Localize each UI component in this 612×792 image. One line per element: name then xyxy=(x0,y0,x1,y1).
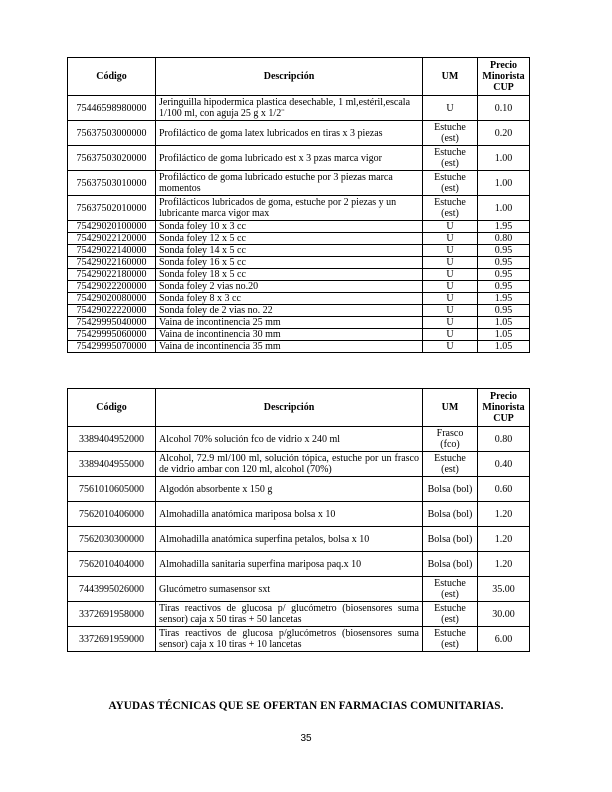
item-code: 7443995026000 xyxy=(68,577,156,602)
item-code: 75446598980000 xyxy=(68,96,156,121)
item-price: 1.00 xyxy=(478,196,530,221)
header-price-line1: Precio xyxy=(489,60,518,71)
table-row xyxy=(68,317,530,329)
item-unit: Frasco (fco) xyxy=(423,427,478,452)
header-price-line1: Precio xyxy=(489,391,518,402)
item-description: Vaina de incontinencia 30 mm xyxy=(156,329,423,341)
table-row xyxy=(68,602,530,627)
table-row xyxy=(68,427,530,452)
item-code: 3389404952000 xyxy=(68,427,156,452)
item-unit: U xyxy=(423,269,478,281)
item-unit: U xyxy=(423,317,478,329)
table-row xyxy=(68,146,530,171)
item-code: 75429022200000 xyxy=(68,281,156,293)
item-description: Algodón absorbente x 150 g xyxy=(156,477,423,502)
item-price: 0.95 xyxy=(478,305,530,317)
table-row xyxy=(68,221,530,233)
item-price: 1.05 xyxy=(478,341,530,353)
item-description: Sonda foley 16 x 5 cc xyxy=(156,257,423,269)
item-code: 75429020100000 xyxy=(68,221,156,233)
header-code: Código xyxy=(68,58,156,96)
item-description: Vaina de incontinencia 25 mm xyxy=(156,317,423,329)
table-row xyxy=(68,257,530,269)
item-price: 1.00 xyxy=(478,146,530,171)
item-code: 75637502010000 xyxy=(68,196,156,221)
item-description: Almohadilla anatómica mariposa bolsa x 10 xyxy=(156,502,423,527)
item-unit: Estuche (est) xyxy=(423,577,478,602)
section-title: AYUDAS TÉCNICAS QUE SE OFERTAN EN FARMACIAS COMUNITARIAS. xyxy=(108,700,504,712)
table-row xyxy=(68,233,530,245)
item-code: 3389404955000 xyxy=(68,452,156,477)
item-description: Alcohol, 72.9 ml/100 ml, solución tópica, estuche por un frasco de vidrio ambar con 120 ml, alcohol (70%) xyxy=(156,452,423,477)
item-price: 1.95 xyxy=(478,293,530,305)
item-price: 0.80 xyxy=(478,427,530,452)
item-unit: Bolsa (bol) xyxy=(423,502,478,527)
item-unit: Estuche (est) xyxy=(423,627,478,652)
item-code: 75429022120000 xyxy=(68,233,156,245)
item-description: Profiláctico de goma lubricado est x 3 pzas marca vigor xyxy=(156,146,423,171)
table-row xyxy=(68,329,530,341)
header-description: Descripción xyxy=(156,389,423,427)
item-unit: U xyxy=(423,257,478,269)
table-header-row xyxy=(68,389,530,427)
header-um: UM xyxy=(423,389,478,427)
item-description: Sonda foley 12 x 5 cc xyxy=(156,233,423,245)
item-price: 0.10 xyxy=(478,96,530,121)
item-description: Sonda foley 18 x 5 cc xyxy=(156,269,423,281)
item-code: 75429995060000 xyxy=(68,329,156,341)
item-description: Vaina de incontinencia 35 mm xyxy=(156,341,423,353)
item-description: Profiláctico de goma lubricado estuche por 3 piezas marca momentos xyxy=(156,171,423,196)
item-description: Sonda foley 2 vias no.20 xyxy=(156,281,423,293)
item-unit: Estuche (est) xyxy=(423,171,478,196)
header-price xyxy=(478,58,530,96)
item-code: 75637503020000 xyxy=(68,146,156,171)
item-code: 3372691958000 xyxy=(68,602,156,627)
table-row xyxy=(68,627,530,652)
table-row xyxy=(68,196,530,221)
table-row xyxy=(68,477,530,502)
item-code: 75429022220000 xyxy=(68,305,156,317)
item-price: 0.80 xyxy=(478,233,530,245)
price-table-1 xyxy=(67,57,530,353)
table-row xyxy=(68,121,530,146)
table-row xyxy=(68,577,530,602)
header-description: Descripción xyxy=(156,58,423,96)
item-description: Tiras reactivos de glucosa p/ glucómetro (biosensores suma sensor) caja x 50 tiras + 50 lancetas xyxy=(156,602,423,627)
table-row xyxy=(68,527,530,552)
table-row xyxy=(68,171,530,196)
item-unit: Bolsa (bol) xyxy=(423,477,478,502)
item-unit: U xyxy=(423,245,478,257)
item-code: 3372691959000 xyxy=(68,627,156,652)
table-row xyxy=(68,305,530,317)
item-unit: Estuche (est) xyxy=(423,602,478,627)
table-row xyxy=(68,552,530,577)
item-unit: U xyxy=(423,221,478,233)
item-code: 7561010605000 xyxy=(68,477,156,502)
item-unit: Estuche (est) xyxy=(423,196,478,221)
item-price: 0.40 xyxy=(478,452,530,477)
table-row xyxy=(68,502,530,527)
header-price-line2: Minorista xyxy=(482,71,525,82)
item-price: 0.95 xyxy=(478,269,530,281)
price-table-2 xyxy=(67,388,530,652)
item-unit: U xyxy=(423,281,478,293)
header-um: UM xyxy=(423,58,478,96)
item-price: 1.00 xyxy=(478,171,530,196)
item-price: 1.20 xyxy=(478,502,530,527)
header-price-line2: Minorista xyxy=(482,402,525,413)
header-price-line3: CUP xyxy=(493,413,514,424)
table-row xyxy=(68,452,530,477)
item-price: 1.05 xyxy=(478,317,530,329)
item-description: Tiras reactivos de glucosa p/glucómetros (biosensores suma sensor) caja x 10 tiras + 10 lancetas xyxy=(156,627,423,652)
item-description: Almohadilla anatómica superfina petalos, bolsa x 10 xyxy=(156,527,423,552)
item-description: Sonda foley 14 x 5 cc xyxy=(156,245,423,257)
table-row xyxy=(68,341,530,353)
item-code: 75637503010000 xyxy=(68,171,156,196)
item-code: 75429022160000 xyxy=(68,257,156,269)
item-description: Sonda foley 8 x 3 cc xyxy=(156,293,423,305)
item-price: 0.95 xyxy=(478,257,530,269)
item-description: Sonda foley 10 x 3 cc xyxy=(156,221,423,233)
table-row xyxy=(68,293,530,305)
table-row xyxy=(68,96,530,121)
item-description: Sonda foley de 2 vias no. 22 xyxy=(156,305,423,317)
item-code: 75429022180000 xyxy=(68,269,156,281)
item-code: 75429995070000 xyxy=(68,341,156,353)
item-price: 6.00 xyxy=(478,627,530,652)
item-description: Almohadilla sanitaria superfina mariposa paq.x 10 xyxy=(156,552,423,577)
item-unit: U xyxy=(423,341,478,353)
item-unit: Estuche (est) xyxy=(423,452,478,477)
item-code: 7562010406000 xyxy=(68,502,156,527)
item-price: 0.95 xyxy=(478,281,530,293)
item-price: 0.95 xyxy=(478,245,530,257)
table-header-row xyxy=(68,58,530,96)
item-unit: Bolsa (bol) xyxy=(423,527,478,552)
item-price: 0.60 xyxy=(478,477,530,502)
item-price: 1.20 xyxy=(478,527,530,552)
item-code: 75429020080000 xyxy=(68,293,156,305)
item-price: 1.05 xyxy=(478,329,530,341)
item-price: 35.00 xyxy=(478,577,530,602)
item-description: Glucómetro sumasensor sxt xyxy=(156,577,423,602)
item-code: 7562030300000 xyxy=(68,527,156,552)
item-code: 75429995040000 xyxy=(68,317,156,329)
header-code: Código xyxy=(68,389,156,427)
item-description: Jeringuilla hipodermica plastica desechable, 1 ml,estéril,escala 1/100 ml, con aguja 25 g x 1/2¨ xyxy=(156,96,423,121)
item-code: 7562010404000 xyxy=(68,552,156,577)
item-code: 75429022140000 xyxy=(68,245,156,257)
header-price-line3: CUP xyxy=(493,82,514,93)
item-unit: U xyxy=(423,293,478,305)
header-price xyxy=(478,389,530,427)
item-description: Profilácticos lubricados de goma, estuche por 2 piezas y un lubricante marca vigor max xyxy=(156,196,423,221)
item-description: Alcohol 70% solución fco de vidrio x 240 ml xyxy=(156,427,423,452)
item-unit: U xyxy=(423,329,478,341)
item-unit: Estuche (est) xyxy=(423,146,478,171)
item-price: 30.00 xyxy=(478,602,530,627)
table-row xyxy=(68,281,530,293)
item-price: 1.95 xyxy=(478,221,530,233)
item-code: 75637503000000 xyxy=(68,121,156,146)
item-price: 1.20 xyxy=(478,552,530,577)
item-price: 0.20 xyxy=(478,121,530,146)
item-unit: U xyxy=(423,96,478,121)
item-unit: Bolsa (bol) xyxy=(423,552,478,577)
item-unit: Estuche (est) xyxy=(423,121,478,146)
item-unit: U xyxy=(423,305,478,317)
item-unit: U xyxy=(423,233,478,245)
table-row xyxy=(68,269,530,281)
table-row xyxy=(68,245,530,257)
item-description: Profiláctico de goma latex lubricados en tiras x 3 piezas xyxy=(156,121,423,146)
page-number: 35 xyxy=(300,733,312,744)
